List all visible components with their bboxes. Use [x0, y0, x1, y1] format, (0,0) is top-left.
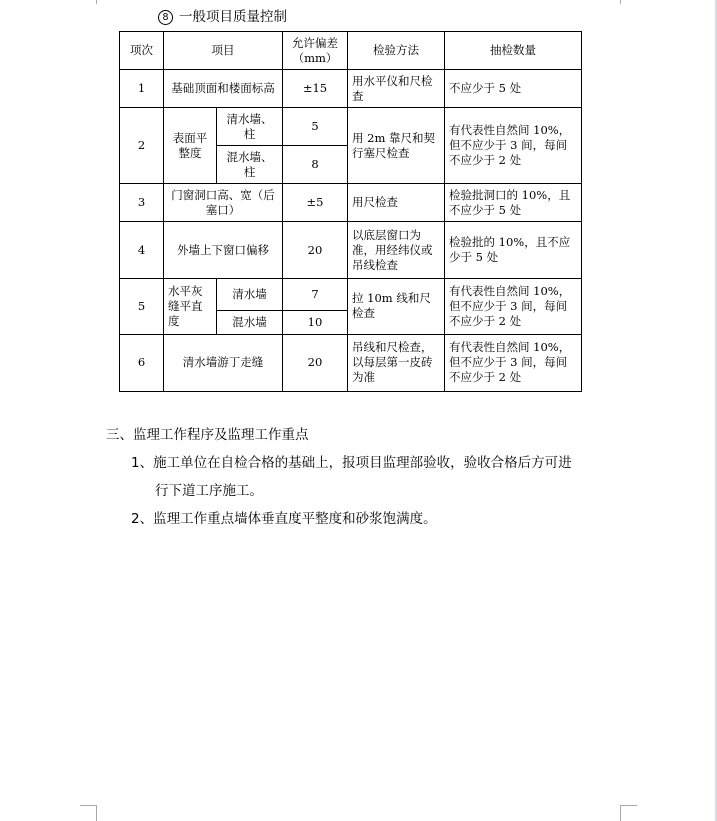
row-method: 用水平仪和尺检查 [348, 70, 445, 108]
row-item: 外墙上下窗口偏移 [164, 222, 283, 278]
row-number: 3 [120, 184, 164, 222]
header-cell: 项次 [120, 32, 164, 70]
section-heading-title: 一般项目质量控制 [179, 9, 287, 25]
row-item: 水平灰缝平直度 [164, 278, 217, 334]
row-item: 表面平整度 [164, 108, 217, 184]
row-quantity: 有代表性自然间 10%，但不应少于 3 间，每间不应少于 2 处 [445, 278, 582, 334]
row-subitem: 混水墙、柱 [217, 146, 283, 184]
circled-number: 8 [158, 10, 173, 25]
section-3-item-1-line-1: 1、施工单位在自检合格的基础上，报项目监理部验收，验收合格后方可进 [131, 455, 572, 471]
row-quantity: 不应少于 5 处 [445, 70, 582, 108]
row-tolerance: 20 [283, 222, 348, 278]
row-tolerance: 7 [283, 278, 348, 310]
row-quantity: 检验批的 10%，且不应少于 5 处 [445, 222, 582, 278]
row-subitem: 清水墙、柱 [217, 108, 283, 146]
row-method: 用 2m 靠尺和契行塞尺检查 [348, 108, 445, 184]
row-quantity: 检验批洞口的 10%，且不应少于 5 处 [445, 184, 582, 222]
row-tolerance: ±5 [283, 184, 348, 222]
crop-mark-bottom-left-h [80, 805, 96, 806]
section-heading [158, 8, 287, 26]
table-row [120, 278, 582, 310]
header-cell: 检验方法 [348, 32, 445, 70]
header-cell: 允许偏差（mm） [283, 32, 348, 70]
row-quantity: 有代表性自然间 10%，但不应少于 3 间，每间不应少于 2 处 [445, 108, 582, 184]
row-method: 用尺检查 [348, 184, 445, 222]
row-item: 门窗洞口高、宽（后塞口） [164, 184, 283, 222]
row-item: 基础顶面和楼面标高 [164, 70, 283, 108]
crop-mark-bottom-left-v [96, 805, 97, 821]
row-tolerance: 8 [283, 146, 348, 184]
table-row [120, 222, 582, 278]
row-subitem: 混水墙 [217, 310, 283, 334]
crop-mark-top-right [620, 0, 621, 4]
row-number: 5 [120, 278, 164, 334]
header-cell: 项目 [164, 32, 283, 70]
row-number: 2 [120, 108, 164, 184]
row-method: 吊线和尺检查，以每层第一皮砖为准 [348, 334, 445, 391]
row-method: 以底层窗口为准，用经纬仪或吊线检查 [348, 222, 445, 278]
table-header-row [120, 32, 582, 70]
table-row [120, 334, 582, 391]
table-row [120, 108, 582, 146]
row-number: 6 [120, 334, 164, 391]
row-tolerance: 5 [283, 108, 348, 146]
section-3-title: 三、监理工作程序及监理工作重点 [106, 427, 309, 443]
section-3-item-2: 2、监理工作重点墙体垂直度平整度和砂浆饱满度。 [131, 511, 437, 527]
header-cell: 抽检数量 [445, 32, 582, 70]
row-number: 4 [120, 222, 164, 278]
row-tolerance: 20 [283, 334, 348, 391]
table-row [120, 70, 582, 108]
table-row [120, 184, 582, 222]
row-subitem: 清水墙 [217, 278, 283, 310]
row-number: 1 [120, 70, 164, 108]
crop-mark-bottom-right-h [621, 805, 637, 806]
section-3-item-1-line-2: 行下道工序施工。 [155, 483, 263, 499]
quality-control-table [119, 31, 582, 392]
row-item: 清水墙游丁走缝 [164, 334, 283, 391]
crop-mark-top-left [96, 0, 97, 4]
row-tolerance: ±15 [283, 70, 348, 108]
row-tolerance: 10 [283, 310, 348, 334]
row-method: 拉 10m 线和尺检查 [348, 278, 445, 334]
row-quantity: 有代表性自然间 10%，但不应少于 3 间，每间不应少于 2 处 [445, 334, 582, 391]
crop-mark-bottom-right-v [620, 805, 621, 821]
